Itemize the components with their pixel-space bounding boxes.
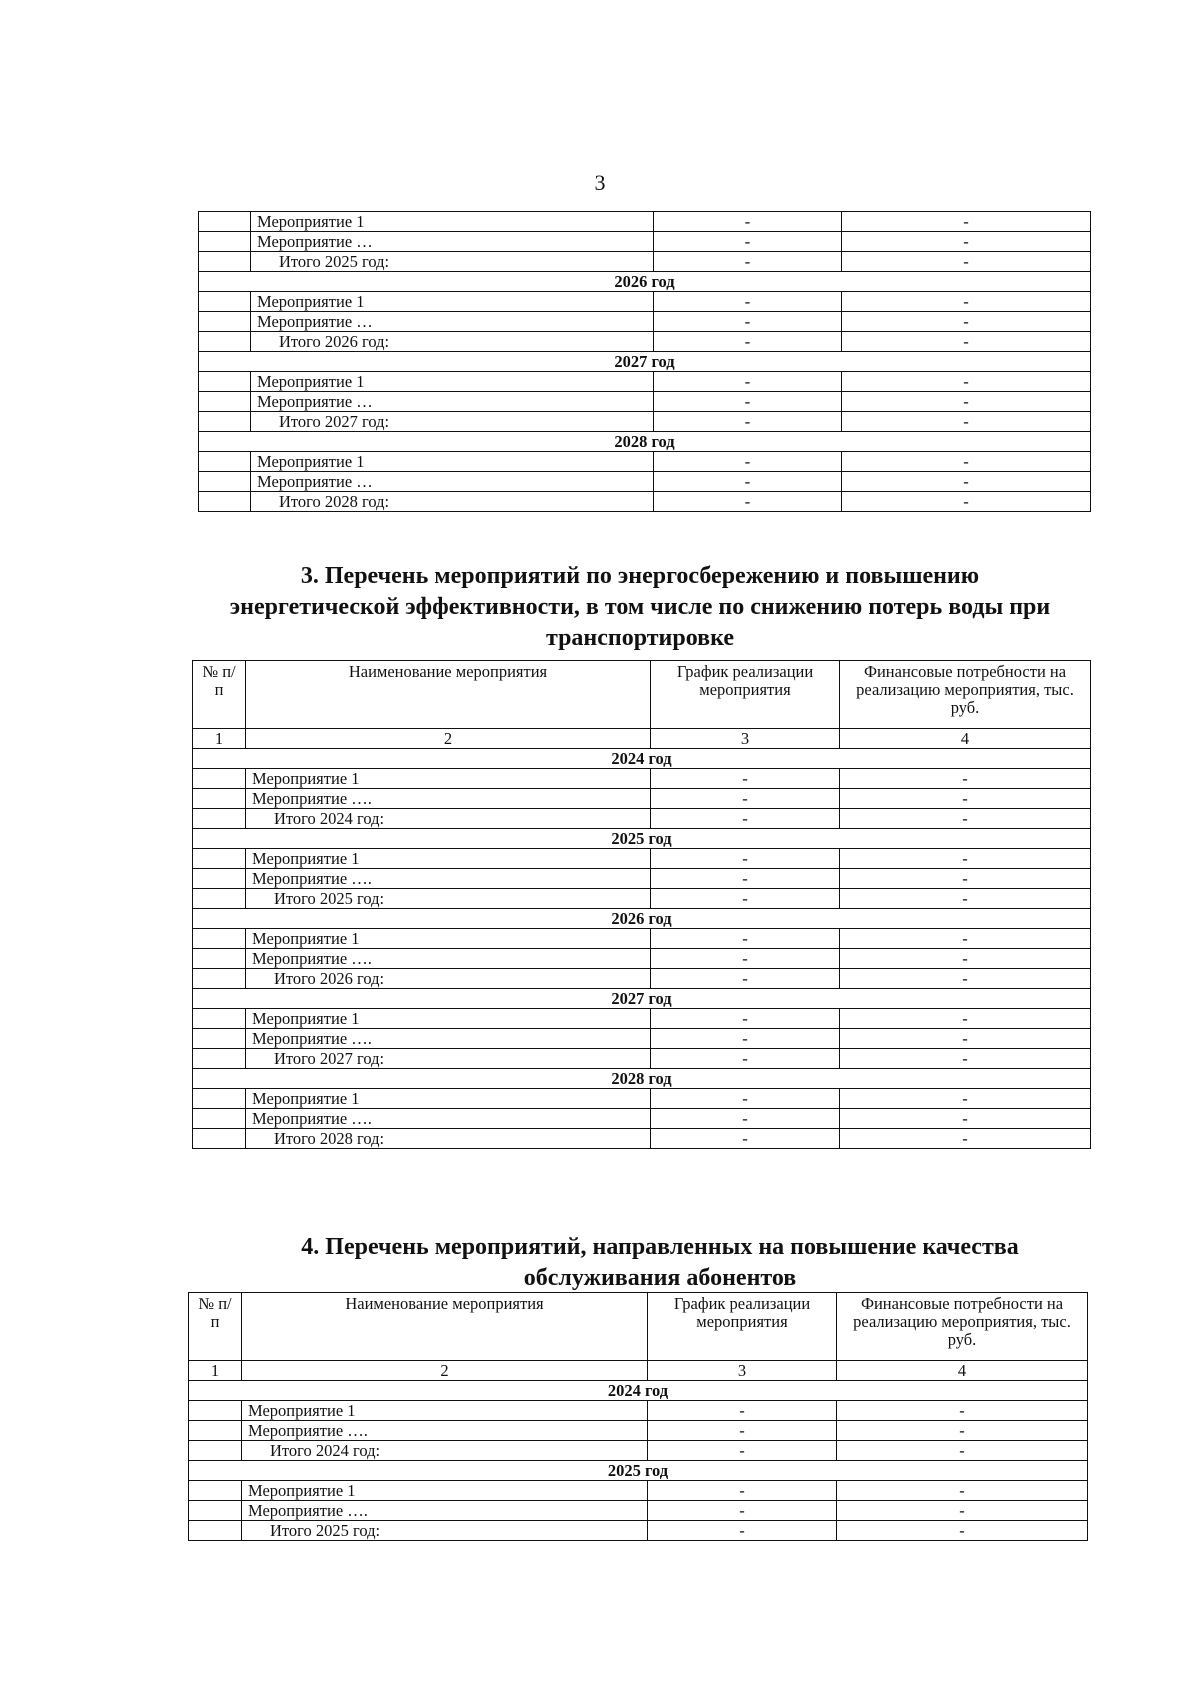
measure-schedule: - — [654, 212, 842, 232]
measure-schedule: - — [651, 869, 840, 889]
total-schedule: - — [651, 1129, 840, 1149]
measure-name: Мероприятие …. — [246, 949, 651, 969]
col-number-3: 3 — [648, 1361, 837, 1381]
measure-row — [193, 789, 1091, 809]
row-number-cell — [199, 232, 251, 252]
measure-name: Мероприятие …. — [246, 1029, 651, 1049]
col-number-2: 2 — [246, 729, 651, 749]
row-number-cell — [199, 392, 251, 412]
measure-name: Мероприятие …. — [242, 1421, 648, 1441]
measure-finance: - — [842, 312, 1091, 332]
col-number-4: 4 — [837, 1361, 1088, 1381]
measure-schedule: - — [648, 1501, 837, 1521]
year-row — [193, 909, 1091, 929]
row-number-cell — [193, 769, 246, 789]
measure-finance: - — [840, 849, 1091, 869]
measure-schedule: - — [651, 1089, 840, 1109]
measure-schedule: - — [651, 1009, 840, 1029]
row-number-cell — [189, 1521, 242, 1541]
measure-schedule: - — [654, 292, 842, 312]
header-number: № п/п — [193, 661, 246, 729]
total-schedule: - — [651, 889, 840, 909]
total-schedule: - — [651, 809, 840, 829]
year-heading: 2028 год — [199, 432, 1091, 452]
measure-row — [193, 1009, 1091, 1029]
total-label: Итого 2025 год: — [251, 252, 654, 272]
header-schedule: График реализации мероприятия — [651, 661, 840, 729]
measure-name: Мероприятие …. — [246, 789, 651, 809]
measure-schedule: - — [654, 392, 842, 412]
total-schedule: - — [651, 1049, 840, 1069]
row-number-cell — [199, 252, 251, 272]
col-number-3: 3 — [651, 729, 840, 749]
column-numbers-row — [193, 729, 1091, 749]
measure-row — [199, 312, 1091, 332]
total-label: Итого 2028 год: — [246, 1129, 651, 1149]
row-number-cell — [193, 949, 246, 969]
total-schedule: - — [654, 252, 842, 272]
col-number-1: 1 — [189, 1361, 242, 1381]
measure-schedule: - — [648, 1421, 837, 1441]
total-label: Итого 2025 год: — [242, 1521, 648, 1541]
year-heading: 2024 год — [189, 1381, 1088, 1401]
row-number-cell — [193, 969, 246, 989]
measure-finance: - — [840, 1109, 1091, 1129]
total-finance: - — [840, 889, 1091, 909]
section-4-title: 4. Перечень мероприятий, направленных на повышение качества обслуживания абонентов — [301, 1234, 1019, 1291]
row-number-cell — [199, 472, 251, 492]
page-number: 3 — [594, 170, 606, 195]
total-finance: - — [840, 1129, 1091, 1149]
measure-name: Мероприятие 1 — [251, 292, 654, 312]
measure-schedule: - — [651, 769, 840, 789]
measure-finance: - — [840, 1089, 1091, 1109]
measure-row — [193, 1089, 1091, 1109]
measure-finance: - — [840, 769, 1091, 789]
measure-name: Мероприятие …. — [246, 869, 651, 889]
measure-finance: - — [840, 929, 1091, 949]
year-row — [189, 1381, 1088, 1401]
total-schedule: - — [648, 1441, 837, 1461]
year-heading: 2026 год — [193, 909, 1091, 929]
measure-schedule: - — [648, 1481, 837, 1501]
total-row — [199, 252, 1091, 272]
measure-row — [199, 472, 1091, 492]
total-label: Итого 2025 год: — [246, 889, 651, 909]
measure-name: Мероприятие 1 — [242, 1481, 648, 1501]
table-section-3 — [192, 660, 1091, 1149]
measure-finance: - — [840, 869, 1091, 889]
year-row — [193, 1069, 1091, 1089]
total-finance: - — [842, 412, 1091, 432]
row-number-cell — [199, 332, 251, 352]
total-row — [189, 1441, 1088, 1461]
year-row — [193, 749, 1091, 769]
col-number-2: 2 — [242, 1361, 648, 1381]
total-schedule: - — [654, 412, 842, 432]
measure-name: Мероприятие … — [251, 232, 654, 252]
total-label: Итого 2024 год: — [242, 1441, 648, 1461]
row-number-cell — [189, 1401, 242, 1421]
measure-name: Мероприятие 1 — [242, 1401, 648, 1421]
table-header-row — [189, 1293, 1088, 1361]
table-continuation — [198, 211, 1091, 512]
row-number-cell — [193, 1089, 246, 1109]
row-number-cell — [189, 1481, 242, 1501]
measure-name: Мероприятие 1 — [251, 212, 654, 232]
total-row — [189, 1521, 1088, 1541]
total-schedule: - — [651, 969, 840, 989]
total-row — [193, 809, 1091, 829]
year-row — [199, 352, 1091, 372]
row-number-cell — [199, 212, 251, 232]
measure-finance: - — [842, 212, 1091, 232]
header-number: № п/п — [189, 1293, 242, 1361]
total-row — [193, 889, 1091, 909]
measure-schedule: - — [654, 232, 842, 252]
measure-finance: - — [840, 1009, 1091, 1029]
measure-row — [189, 1421, 1088, 1441]
total-finance: - — [840, 809, 1091, 829]
measure-finance: - — [837, 1401, 1088, 1421]
measure-row — [199, 452, 1091, 472]
measure-row — [193, 929, 1091, 949]
row-number-cell — [193, 789, 246, 809]
measure-name: Мероприятие 1 — [246, 929, 651, 949]
total-finance: - — [842, 252, 1091, 272]
year-heading: 2026 год — [199, 272, 1091, 292]
section-3-title: 3. Перечень мероприятий по энергосбережению и повышению энергетической эффективности, в том числе по снижению потерь воды при транспортировке — [229, 563, 1051, 651]
measure-finance: - — [842, 232, 1091, 252]
measure-row — [199, 292, 1091, 312]
row-number-cell — [189, 1421, 242, 1441]
measure-row — [189, 1401, 1088, 1421]
row-number-cell — [193, 929, 246, 949]
total-schedule: - — [654, 492, 842, 512]
total-schedule: - — [648, 1521, 837, 1541]
row-number-cell — [193, 809, 246, 829]
measure-row — [199, 232, 1091, 252]
total-label: Итого 2026 год: — [251, 332, 654, 352]
total-label: Итого 2024 год: — [246, 809, 651, 829]
row-number-cell — [193, 889, 246, 909]
total-row — [193, 969, 1091, 989]
measure-schedule: - — [651, 1029, 840, 1049]
measure-finance: - — [842, 472, 1091, 492]
col-number-4: 4 — [840, 729, 1091, 749]
total-finance: - — [842, 332, 1091, 352]
year-heading: 2027 год — [199, 352, 1091, 372]
total-label: Итого 2026 год: — [246, 969, 651, 989]
row-number-cell — [199, 372, 251, 392]
measure-finance: - — [837, 1481, 1088, 1501]
total-row — [199, 492, 1091, 512]
row-number-cell — [193, 1049, 246, 1069]
total-row — [193, 1049, 1091, 1069]
header-finance: Финансовые потребности на реализацию мероприятия, тыс. руб. — [840, 661, 1091, 729]
total-finance: - — [837, 1441, 1088, 1461]
measure-name: Мероприятие …. — [246, 1109, 651, 1129]
row-number-cell — [199, 292, 251, 312]
total-row — [199, 412, 1091, 432]
measure-schedule: - — [648, 1401, 837, 1421]
row-number-cell — [193, 869, 246, 889]
header-name: Наименование мероприятия — [242, 1293, 648, 1361]
measure-schedule: - — [654, 472, 842, 492]
measure-finance: - — [840, 789, 1091, 809]
measure-row — [189, 1481, 1088, 1501]
measure-name: Мероприятие … — [251, 472, 654, 492]
measure-name: Мероприятие 1 — [246, 849, 651, 869]
measure-row — [199, 212, 1091, 232]
year-row — [193, 989, 1091, 1009]
row-number-cell — [193, 1029, 246, 1049]
total-finance: - — [842, 492, 1091, 512]
measure-schedule: - — [651, 949, 840, 969]
row-number-cell — [193, 1109, 246, 1129]
measure-row — [199, 372, 1091, 392]
measure-name: Мероприятие 1 — [251, 372, 654, 392]
year-heading: 2027 год — [193, 989, 1091, 1009]
measure-row — [193, 1109, 1091, 1129]
measure-name: Мероприятие 1 — [246, 769, 651, 789]
measure-name: Мероприятие 1 — [246, 1089, 651, 1109]
row-number-cell — [199, 412, 251, 432]
measure-schedule: - — [654, 452, 842, 472]
measure-finance: - — [840, 949, 1091, 969]
year-row — [199, 432, 1091, 452]
row-number-cell — [189, 1441, 242, 1461]
table-section-4 — [188, 1292, 1088, 1541]
measure-row — [193, 949, 1091, 969]
measure-schedule: - — [651, 1109, 840, 1129]
col-number-1: 1 — [193, 729, 246, 749]
year-heading: 2025 год — [193, 829, 1091, 849]
header-name: Наименование мероприятия — [246, 661, 651, 729]
measure-finance: - — [842, 372, 1091, 392]
measure-finance: - — [842, 392, 1091, 412]
measure-name: Мероприятие 1 — [246, 1009, 651, 1029]
measure-row — [193, 769, 1091, 789]
measure-schedule: - — [651, 789, 840, 809]
measure-finance: - — [837, 1421, 1088, 1441]
measure-schedule: - — [654, 372, 842, 392]
measure-name: Мероприятие … — [251, 312, 654, 332]
row-number-cell — [199, 492, 251, 512]
measure-row — [189, 1501, 1088, 1521]
measure-finance: - — [842, 452, 1091, 472]
total-label: Итого 2027 год: — [246, 1049, 651, 1069]
measure-row — [193, 869, 1091, 889]
measure-name: Мероприятие …. — [242, 1501, 648, 1521]
measure-finance: - — [837, 1501, 1088, 1521]
year-row — [189, 1461, 1088, 1481]
total-row — [193, 1129, 1091, 1149]
year-heading: 2024 год — [193, 749, 1091, 769]
measure-schedule: - — [651, 849, 840, 869]
measure-schedule: - — [651, 929, 840, 949]
table-header-row — [193, 661, 1091, 729]
measure-name: Мероприятие 1 — [251, 452, 654, 472]
year-heading: 2025 год — [189, 1461, 1088, 1481]
header-schedule: График реализации мероприятия — [648, 1293, 837, 1361]
measure-row — [193, 849, 1091, 869]
measure-name: Мероприятие … — [251, 392, 654, 412]
measure-row — [193, 1029, 1091, 1049]
measure-finance: - — [840, 1029, 1091, 1049]
total-finance: - — [840, 1049, 1091, 1069]
row-number-cell — [193, 1009, 246, 1029]
header-finance: Финансовые потребности на реализацию мероприятия, тыс. руб. — [837, 1293, 1088, 1361]
total-schedule: - — [654, 332, 842, 352]
row-number-cell — [193, 1129, 246, 1149]
total-label: Итого 2028 год: — [251, 492, 654, 512]
row-number-cell — [189, 1501, 242, 1521]
year-row — [193, 829, 1091, 849]
year-row — [199, 272, 1091, 292]
column-numbers-row — [189, 1361, 1088, 1381]
measure-row — [199, 392, 1091, 412]
row-number-cell — [193, 849, 246, 869]
row-number-cell — [199, 312, 251, 332]
total-finance: - — [840, 969, 1091, 989]
total-row — [199, 332, 1091, 352]
total-finance: - — [837, 1521, 1088, 1541]
year-heading: 2028 год — [193, 1069, 1091, 1089]
row-number-cell — [199, 452, 251, 472]
measure-finance: - — [842, 292, 1091, 312]
total-label: Итого 2027 год: — [251, 412, 654, 432]
measure-schedule: - — [654, 312, 842, 332]
